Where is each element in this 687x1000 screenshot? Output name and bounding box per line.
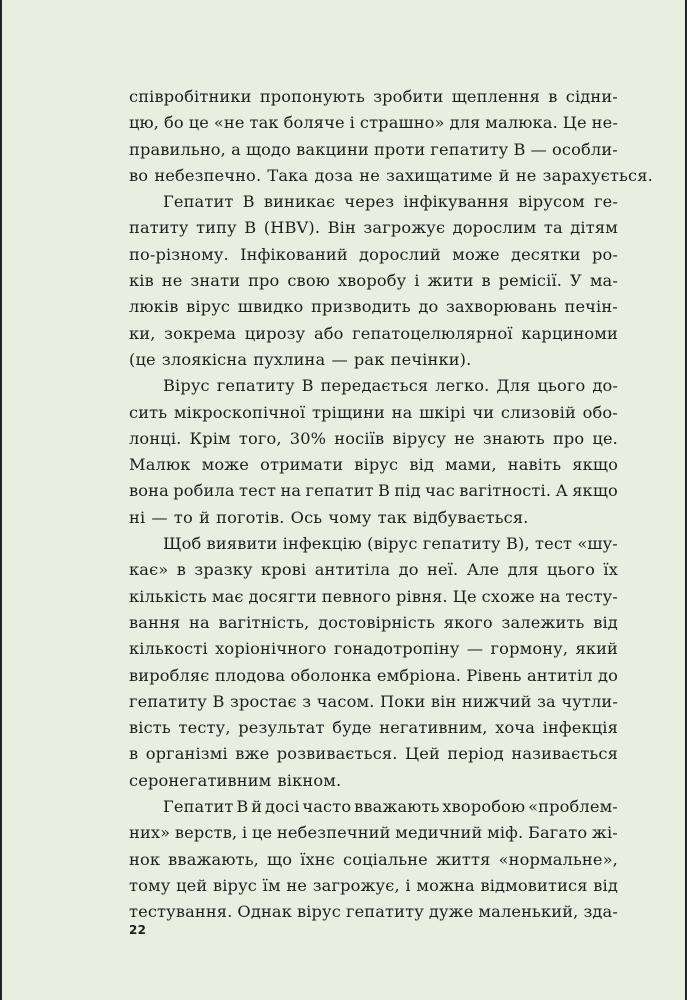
text-line: лонці. Крім того, 30% носіїв вірусу не знають про це. bbox=[129, 428, 618, 448]
text-line: них» верств, і це небезпечний медичний міф. Багато жі- bbox=[129, 823, 618, 843]
text-line: Малюк може отримати вірус від мами, навіть якщо bbox=[129, 455, 618, 475]
text-line: вість тесту, результат буде негативним, хоча інфекція bbox=[129, 718, 618, 738]
text-line: сить мікроскопічної тріщини на шкірі чи слизовій обо- bbox=[129, 402, 618, 422]
text-line: кількості хоріонічного гонадотропіну — гормону, який bbox=[129, 639, 618, 659]
text-line: ки, зокрема цирозу або гепатоцелюлярної карциноми bbox=[129, 323, 618, 343]
text-line: по-різному. Інфікований дорослий може десятки ро- bbox=[129, 244, 618, 264]
text-line: во небезпечно. Така доза не захищатиме й не зарахується. bbox=[129, 165, 653, 185]
text-line: гепатиту В зростає з часом. Поки він нижчий за чутли- bbox=[129, 691, 618, 711]
text-line: правильно, а щодо вакцини проти гепатиту В — особли- bbox=[129, 139, 618, 159]
text-line: тестування. Однак вірус гепатиту дуже маленький, зда- bbox=[129, 902, 618, 922]
text-line: патиту типу В (HBV). Він загрожує дорослим та дітям bbox=[129, 218, 618, 238]
text-line: виробляє плодова оболонка ембріона. Рівень антитіл до bbox=[129, 665, 618, 685]
text-line: нок вважають, що їхнє соціальне життя «нормальне», bbox=[129, 849, 618, 869]
text-line: люків вірус швидко призводить до захворювань печін- bbox=[129, 297, 618, 317]
text-line: вона робила тест на гепатит В під час вагітності. А якщо bbox=[129, 481, 618, 501]
page-number: 22 bbox=[129, 923, 147, 937]
text-line: тому цей вірус їм не загрожує, і можна відмовитися від bbox=[129, 875, 618, 895]
text-line: кількість має досягти певного рівня. Це схоже на тесту- bbox=[129, 586, 618, 606]
text-line: серонегативним вікном. bbox=[129, 770, 342, 790]
text-line: Гепатит В й досі часто вважають хворобою «проблем- bbox=[163, 797, 618, 817]
text-line: вання на вагітність, достовірність якого залежить від bbox=[129, 612, 618, 632]
book-page bbox=[2, 0, 685, 1000]
text-line: співробітники пропонують зробити щеплення в сідни- bbox=[129, 87, 618, 106]
text-line: ків не знати про свою хворобу і жити в ремісії. У ма- bbox=[129, 271, 618, 291]
text-line: цю, бо це «не так боляче і страшно» для малюка. Це не- bbox=[129, 113, 618, 133]
text-line: кає» в зразку крові антитіла до неї. Але для цього їх bbox=[129, 560, 618, 580]
text-line: в організмі вже розвивається. Цей період називається bbox=[129, 744, 618, 764]
body-text bbox=[129, 84, 653, 926]
text-line: Гепатит В виникає через інфікування вірусом ге- bbox=[163, 192, 618, 212]
text-line: ні — то й поготів. Ось чому так відбувається. bbox=[129, 507, 529, 527]
text-line: Щоб виявити інфекцію (вірус гепатиту В), тест «шу- bbox=[163, 534, 618, 554]
text-line: Вірус гепатиту В передається легко. Для цього до- bbox=[163, 376, 618, 396]
text-line: (це злоякісна пухлина — рак печінки). bbox=[129, 349, 472, 369]
